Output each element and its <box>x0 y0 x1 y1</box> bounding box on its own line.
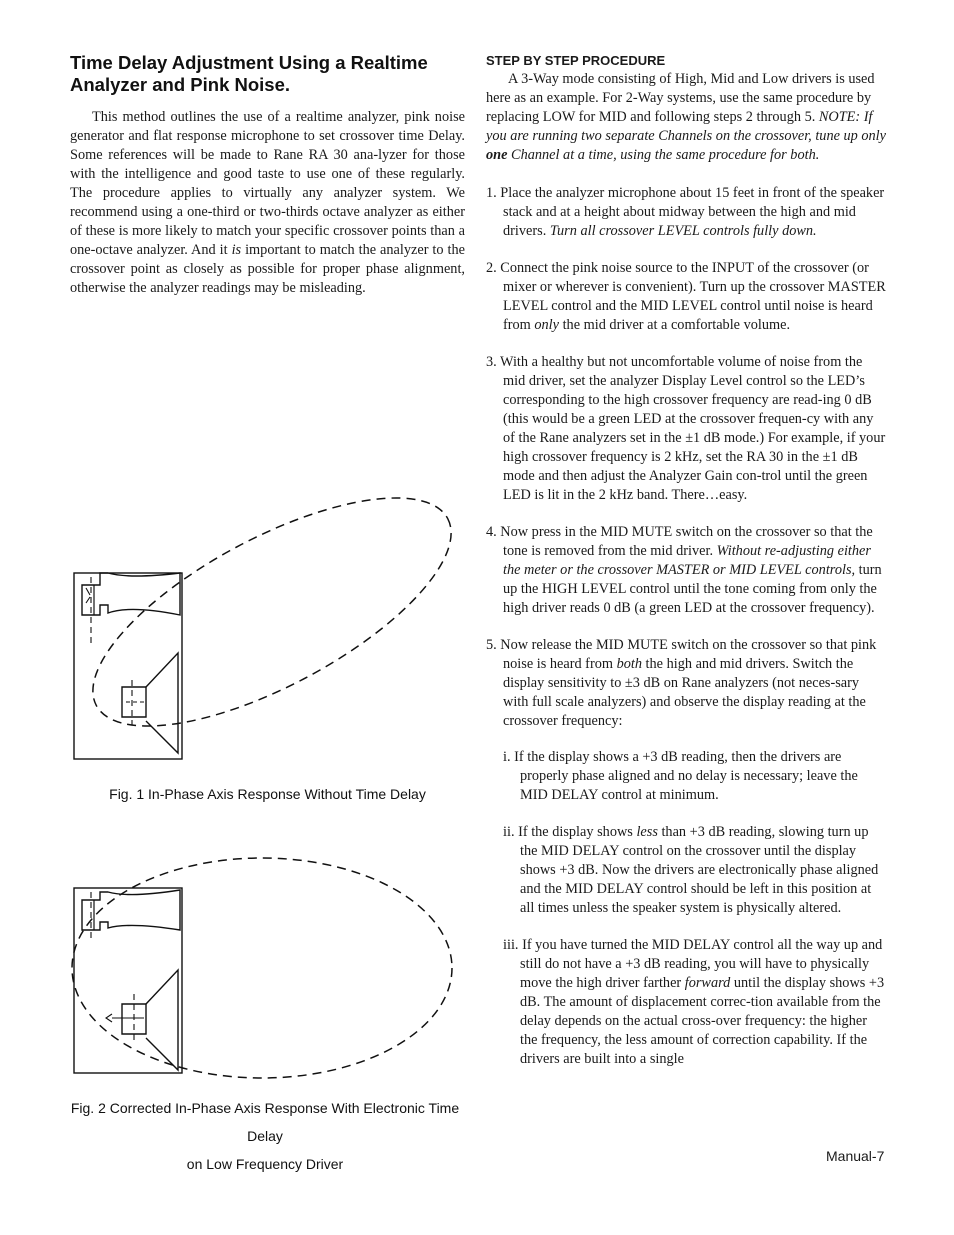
figure-2-caption <box>60 1094 470 1178</box>
procedure-intro: A 3-Way mode consisting of High, Mid and Low drivers is used here as an example. For 2-Way systems, use the same procedure by replacing LOW for MID and following steps 2 through 5. NOTE: If you are running two separate Channels on the crossover, tune up only one Channel at a time, using the same procedure for both. <box>486 71 887 163</box>
step-2: 2. Connect the pink noise source to the INPUT of the crossover (or mixer or wherever is convenient). Turn up the crossover MASTER LEVEL control and the MID LEVEL control until noise is heard from only the mid driver at a comfortable volume. <box>486 260 886 333</box>
right-column <box>486 52 886 1069</box>
high-driver-horn <box>82 890 180 930</box>
step-5-sub-i: i. If the display shows a +3 dB reading, then the drivers are properly phase aligned and no delay is necessary; leave the MID DELAY control at minimum. <box>503 749 858 803</box>
figure-1-caption: Fig. 1 In-Phase Axis Response Without Time Delay <box>109 786 426 802</box>
step-3: 3. With a healthy but not uncomfortable volume of noise from the mid driver, set the analyzer Display Level control so the LED’s corresponding to the high crossover frequency are read-ing 0 dB (this would be a green LED at the crossover frequen-cy with any of the Rane analyzers set in the ±1 dB mode.) For example, if your high crossover frequency is 2 kHz, set the RA 30 in the ±1 dB mode and then adjust the Analyzer Gain con-trol until the green LED is lit in the 2 kHz band. There…easy. <box>486 354 886 503</box>
step-1: 1. Place the analyzer microphone about 15 feet in front of the speaker stack and at a height about midway between the high and mid drivers. Turn all crossover LEVEL controls fully down. <box>486 185 885 239</box>
high-driver-horn <box>82 573 180 615</box>
figure-2-caption-line-2: on Low Frequency Driver <box>186 1156 344 1172</box>
page-number: Manual-7 <box>826 1148 885 1164</box>
response-ellipse <box>62 455 460 771</box>
figure-2-diagram <box>60 848 460 1088</box>
response-ellipse <box>72 858 452 1078</box>
section-title: Time Delay Adjustment Using a Realtime Analyzer and Pink Noise. <box>70 52 428 95</box>
left-column <box>70 52 465 298</box>
step-5-sub-ii: ii. If the display shows less than +3 dB reading, slowing turn up the MID DELAY control on the crossover until the display shows +3 dB. Now the drivers are electronically phase aligned and the MID DELAY control should be left in this position at all times unless the speaker system is physically altered. <box>503 824 879 916</box>
step-heading: STEP BY STEP PROCEDURE <box>486 53 666 68</box>
step-4: 4. Now press in the MID MUTE switch on the crossover so that the tone is removed from the mid driver. Without re-adjusting either the meter or the crossover MASTER or MID LEVEL controls, turn up the HIGH LEVEL control until the tone coming from only the high driver reads 0 dB (a green LED at the crossover frequency). <box>486 524 882 616</box>
step-5: 5. Now release the MID MUTE switch on the crossover so that pink noise is heard from both the high and mid drivers. Switch the display sensitivity to ±3 dB on Rane analyzers (not neces-sary with full scale analyzers) and observe the display reading at the crossover frequency: <box>486 637 877 729</box>
figure-1-diagram <box>60 455 460 775</box>
figure-2-caption-line-1: Fig. 2 Corrected In-Phase Axis Response With Electronic Time Delay <box>70 1100 460 1144</box>
step-5-sub-iii: iii. If you have turned the MID DELAY control all the way up and still do not have a +3 dB reading, you will have to physically move the high driver farther forward until the display shows +3 dB. The amount of displacement correc-tion available from the delay depends on the actual cross-over frequency: the higher the frequency, the less amount of correction capability. If the drivers are built into a single <box>503 937 885 1067</box>
intro-paragraph: This method outlines the use of a realtime analyzer, pink noise generator and flat response microphone to set crossover time Delay. Some references will be made to Rane RA 30 ana-lyzer for those with the intelligence and good taste to use one of these regularly. The procedure applies to virtually any analyzer system. We recommend using a one-third or two-thirds octave analyzer as either of these is more likely to match your specific crossover points than a one-octave analyzer. And it is important to match the analyzer to the crossover point as closely as possible for proper phase alignment, otherwise the analyzer readings may be misleading. <box>70 109 465 296</box>
